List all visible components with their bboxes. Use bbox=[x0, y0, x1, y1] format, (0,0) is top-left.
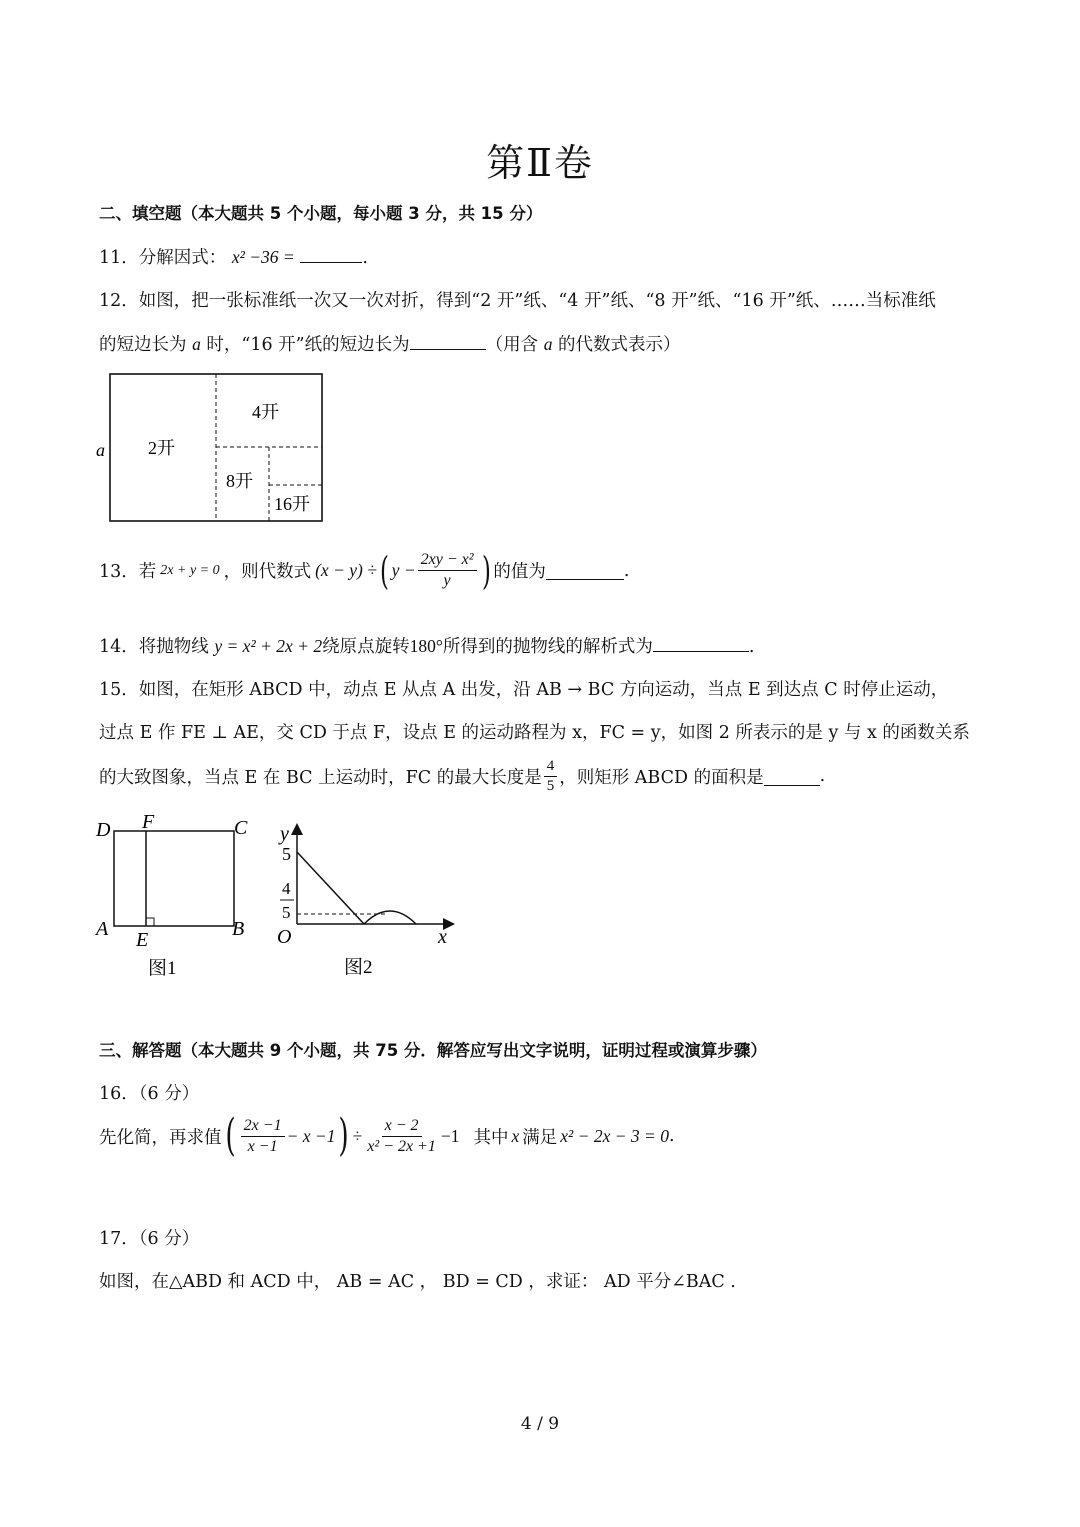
q13-left-paren: ( bbox=[379, 548, 389, 593]
page-title: 第Ⅱ卷 bbox=[486, 141, 594, 185]
question-11 bbox=[99, 244, 368, 269]
q16-cond-eq: x² − 2x − 3 = 0 bbox=[560, 1125, 669, 1146]
section-fill-in-header: 二、填空题（本大题共 5 个小题，每小题 3 分，共 15 分） bbox=[99, 204, 543, 223]
fig2-axis-y: y bbox=[280, 823, 289, 845]
q11-number: 11．分解因式： bbox=[99, 248, 227, 268]
q14-text-end: 所得到的抛物线的解析式为 bbox=[442, 637, 653, 657]
q16-tail: −1 bbox=[440, 1125, 460, 1146]
q16-minus: − x −1 bbox=[286, 1125, 336, 1146]
fig2-caption: 图2 bbox=[344, 957, 373, 978]
q13-period: . bbox=[623, 560, 630, 581]
fig12-label-4: 4开 bbox=[252, 402, 279, 422]
fig1-label-D: D bbox=[96, 819, 111, 841]
q12-text-b: 时，“16 开”纸的短边长为 bbox=[206, 335, 410, 355]
q16-f1-den: x −1 bbox=[247, 1137, 278, 1155]
q16-fraction-2 bbox=[364, 1116, 439, 1157]
q15-line3 bbox=[99, 757, 825, 796]
q17-header: 17．（6 分） bbox=[99, 1229, 200, 1249]
q16-f2-num: x − 2 bbox=[382, 1116, 422, 1137]
q11-answer-blank bbox=[300, 245, 362, 264]
q14-answer-blank bbox=[653, 634, 749, 653]
q13-frac-den: y bbox=[443, 572, 451, 589]
q12-line2 bbox=[99, 331, 681, 356]
fig2-origin: O bbox=[277, 926, 292, 948]
q15-line1: 15．如图，在矩形 ABCD 中，动点 E 从点 A 出发，沿 AB → BC 方向运动，当点 E 到达点 C 时停止运动， bbox=[99, 680, 949, 700]
q13-fraction bbox=[418, 550, 477, 591]
fig12-label-2: 2开 bbox=[148, 438, 175, 458]
q13-condition: 2x + y = 0 bbox=[160, 562, 220, 578]
q12-text-a: 的短边长为 bbox=[99, 335, 187, 355]
fig12-side-label: a bbox=[96, 440, 105, 460]
q15-figure-1 bbox=[92, 808, 262, 983]
fig1-label-B: B bbox=[232, 918, 245, 940]
q11-expression: x² −36 = bbox=[231, 247, 295, 267]
q16-cond-x: x bbox=[511, 1125, 520, 1146]
q16-f2-den: x² − 2x +1 bbox=[367, 1137, 436, 1155]
q13-y-minus: y − bbox=[391, 560, 416, 580]
q16-left-paren: ( bbox=[224, 1110, 236, 1161]
fig1-label-C: C bbox=[234, 817, 248, 839]
q12-var-a: a bbox=[192, 334, 201, 354]
q15-period: . bbox=[819, 766, 826, 787]
q13-number: 13．若 bbox=[99, 562, 157, 582]
fig2-tick-frac-den: 5 bbox=[282, 903, 291, 922]
fig2-curve bbox=[364, 911, 416, 924]
q15-answer-blank bbox=[764, 767, 820, 786]
section-solution-header: 三、解答题（本大题共 9 个小题，共 75 分．解答应写出文字说明，证明过程或演算步骤） bbox=[99, 1041, 767, 1060]
q13-answer-blank bbox=[546, 561, 624, 580]
q16-cond-b: 满足 bbox=[522, 1127, 558, 1148]
fig12-label-8: 8开 bbox=[226, 471, 253, 491]
q16-f1-num: 2x −1 bbox=[241, 1116, 285, 1137]
q15-frac-den: 5 bbox=[546, 777, 555, 794]
q14-text-mid: 绕原点旋转 bbox=[322, 637, 410, 657]
q12-var-a2: a bbox=[543, 334, 553, 354]
q16-period: . bbox=[668, 1126, 675, 1146]
fig1-label-F: F bbox=[142, 811, 155, 833]
fig2-line-segment bbox=[297, 852, 364, 924]
q16-prompt: 先化简，再求值 bbox=[99, 1127, 222, 1148]
q13-end-text: 的值为 bbox=[493, 562, 546, 582]
q14-degree: 180° bbox=[409, 636, 443, 656]
fig1-label-E: E bbox=[136, 929, 149, 951]
q12-paper-figure bbox=[92, 368, 332, 528]
q17-body: 如图，在△ABD 和 ACD 中， AB = AC ， BD = CD ，求证： AD 平分∠BAC . bbox=[99, 1272, 736, 1292]
q16-body bbox=[99, 1110, 675, 1161]
q13-right-paren: ) bbox=[481, 548, 491, 593]
q16-right-paren: ) bbox=[338, 1110, 350, 1161]
page-number: 4 / 9 bbox=[520, 1414, 560, 1434]
q16-divide: ÷ bbox=[352, 1125, 363, 1146]
q16-fraction-1 bbox=[241, 1116, 285, 1157]
q12-text-c: （用含 bbox=[485, 335, 539, 355]
q15-figure-2 bbox=[272, 818, 462, 983]
q16-header: 16．（6 分） bbox=[99, 1084, 200, 1104]
fig2-tick-5: 5 bbox=[282, 844, 291, 864]
q12-line1: 12．如图，把一张标准纸一次又一次对折，得到“2 开”纸、“4 开”纸、“8 开”纸、“16 开”纸、……当标准纸 bbox=[99, 291, 936, 311]
q13-frac-num: 2xy − x² bbox=[418, 550, 477, 571]
fig1-label-A: A bbox=[96, 918, 109, 940]
q13-text: ，则代数式 bbox=[223, 562, 312, 582]
q12-text-d: 的代数式表示） bbox=[558, 335, 681, 355]
q16-cond-a: 其中 bbox=[473, 1127, 509, 1148]
fig12-label-16: 16开 bbox=[274, 494, 310, 514]
q15-frac-num: 4 bbox=[544, 757, 558, 777]
q15-fraction bbox=[544, 757, 558, 796]
fig2-tick-frac-num: 4 bbox=[282, 879, 291, 898]
q12-answer-blank bbox=[410, 332, 486, 351]
question-13 bbox=[99, 550, 629, 591]
q15-text-a: 的大致图象，当点 E 在 BC 上运动时，FC 的最大长度是 bbox=[99, 767, 542, 788]
fig2-axis-x: x bbox=[438, 926, 447, 948]
fig1-caption: 图1 bbox=[148, 958, 177, 979]
q14-number: 14．将抛物线 bbox=[99, 637, 209, 657]
q14-period: . bbox=[748, 637, 755, 657]
question-14 bbox=[99, 633, 754, 658]
q11-period: . bbox=[362, 248, 368, 268]
q14-expression: y = x² + 2x + 2 bbox=[214, 636, 323, 656]
q15-line2: 过点 E 作 FE ⊥ AE，交 CD 于点 F，设点 E 的运动路程为 x，FC = y，如图 2 所表示的是 y 与 x 的函数关系 bbox=[99, 723, 970, 743]
q13-expr-a: (x − y) ÷ bbox=[315, 560, 377, 580]
q15-text-b: ，则矩形 ABCD 的面积是 bbox=[559, 767, 764, 788]
